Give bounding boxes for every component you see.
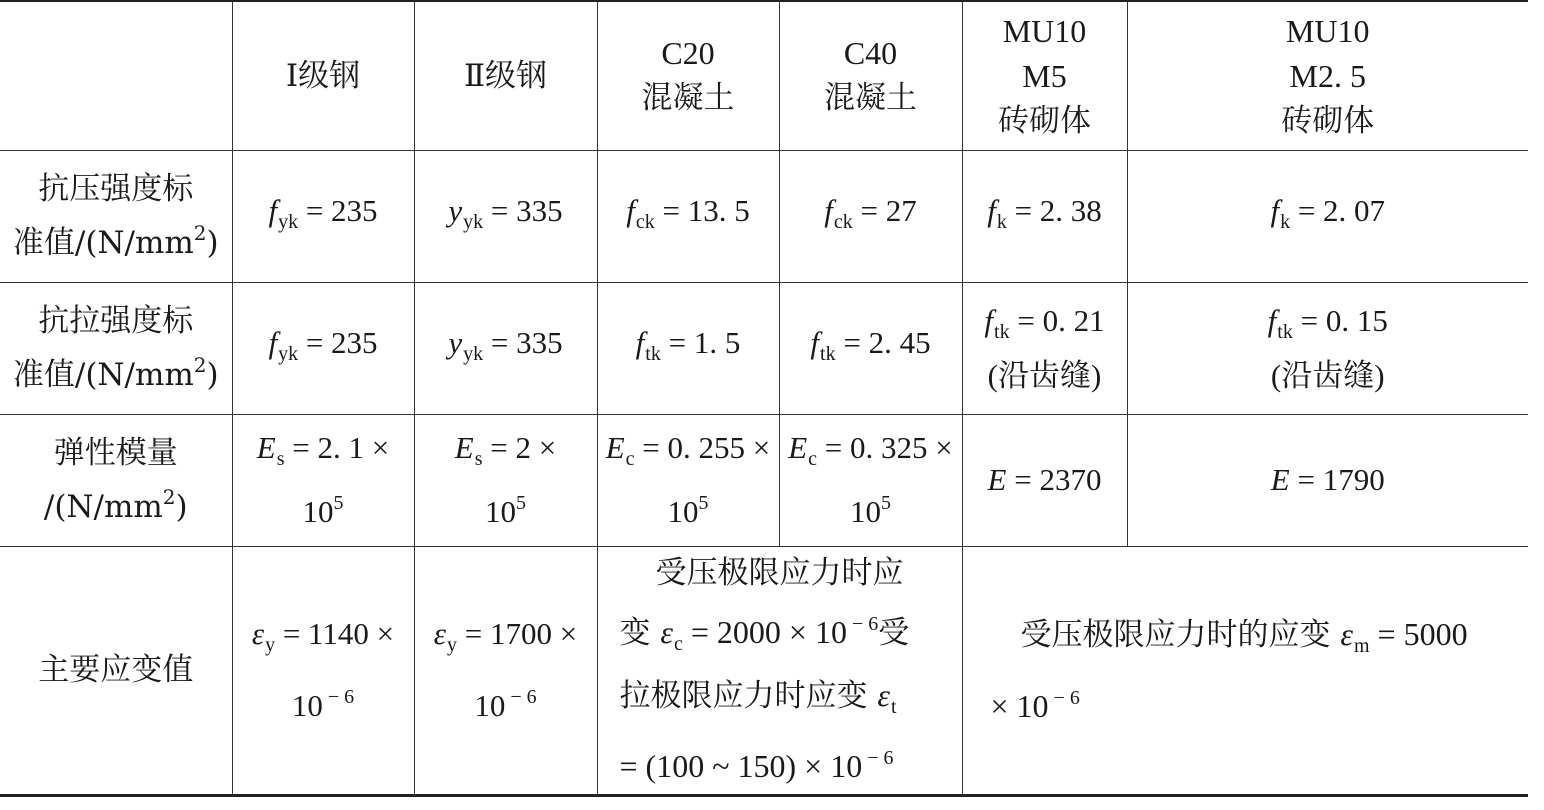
header-corner-cell <box>0 1 232 150</box>
compressive-m5-value: $f_k = 2$. 38 <box>962 150 1127 282</box>
tensile-m25-value: $f_{tk} = 0$. 15 (沿齿缝) <box>1127 282 1528 414</box>
compressive-c40-value: $f_{ck} = 27$ <box>779 150 962 282</box>
modulus-c20-value: $E_c = 0$. 255 × $10^5$ <box>597 414 779 546</box>
header-masonry-m25: MU10 M2. 5 砖砌体 <box>1127 1 1528 150</box>
compressive-g1-value: $f_{yk} = 235$ <box>232 150 414 282</box>
strain-g2-value: $\varepsilon_y = 1700$ × 10 $^{- 6}$ <box>414 546 597 795</box>
tensile-m5-value: $f_{tk} = 0$. 21 (沿齿缝) <box>962 282 1127 414</box>
modulus-c40-value: $E_c = 0$. 325 × $10^5$ <box>779 414 962 546</box>
tensile-strength-label: 抗拉强度标 准值$/(N/mm^2)$ <box>0 282 232 414</box>
modulus-g2-value: $E_s = 2$ × $10^5$ <box>414 414 597 546</box>
modulus-m25-value: E = 1790 <box>1127 414 1528 546</box>
tensile-g1-value: $f_{yk} = 235$ <box>232 282 414 414</box>
strain-g1-value: $\varepsilon_y = 1140$ × 10 $^{- 6}$ <box>232 546 414 795</box>
header-c20-concrete: C20 混凝土 <box>597 1 779 150</box>
compressive-c20-value: $f_{ck} = 13$. 5 <box>597 150 779 282</box>
compressive-g2-value: $y_{yk} = 335$ <box>414 150 597 282</box>
tensile-c20-value: $f_{tk} = 1$. 5 <box>597 282 779 414</box>
header-masonry-m5: MU10 M5 砖砌体 <box>962 1 1127 150</box>
tensile-c40-value: $f_{tk} = 2$. 45 <box>779 282 962 414</box>
compressive-strength-row <box>0 150 1528 282</box>
modulus-g1-value: $E_s = 2$. 1 × $10^5$ <box>232 414 414 546</box>
elastic-modulus-label: 弹性模量 $/(N/mm^2)$ <box>0 414 232 546</box>
header-c40-concrete: C40 混凝土 <box>779 1 962 150</box>
modulus-m5-value: E = 2370 <box>962 414 1127 546</box>
strain-concrete-value: 受压极限应力时应 变 $\varepsilon_c = 2000 \times 10$ $^{- 6}$受 拉极限应力时应变 $\varepsilon_t$ = (100 ~ 150) × 10 $^{- 6}$ <box>597 546 962 795</box>
compressive-strength-label: 抗压强度标 准值$/(N/mm^2)$ <box>0 150 232 282</box>
tensile-strength-row <box>0 282 1528 414</box>
header-grade1-steel: Ⅰ级钢 <box>232 1 414 150</box>
header-row <box>0 1 1528 150</box>
tensile-g2-value: $y_{yk} = 335$ <box>414 282 597 414</box>
elastic-modulus-row <box>0 414 1528 546</box>
main-strain-row <box>0 546 1528 795</box>
header-grade2-steel: Ⅱ级钢 <box>414 1 597 150</box>
compressive-m25-value: $f_k = 2$. 07 <box>1127 150 1528 282</box>
main-strain-label: 主要应变值 <box>0 546 232 795</box>
strain-masonry-value: 受压极限应力时的应变 $\varepsilon_m = 5000$ × 10 $^{- 6}$ <box>962 546 1528 795</box>
